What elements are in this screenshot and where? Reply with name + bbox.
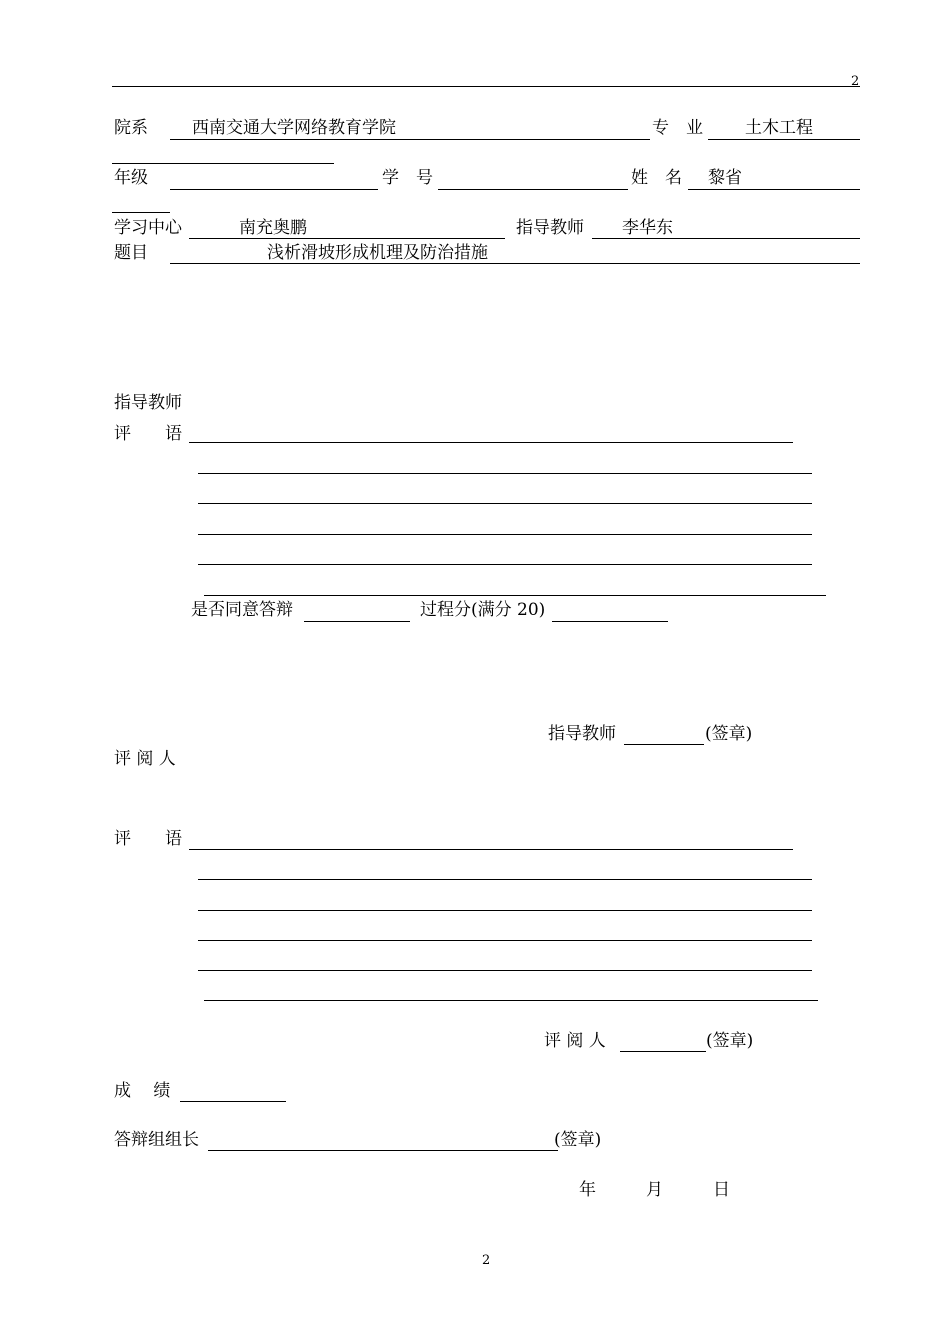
footer-page-number: 2 bbox=[482, 1253, 491, 1268]
header-rule bbox=[112, 86, 860, 87]
reviewer-comment-line-4 bbox=[198, 940, 812, 941]
major-underline bbox=[708, 139, 860, 140]
advisor-sign-label: 指导教师 bbox=[548, 724, 616, 744]
major-label: 专 业 bbox=[652, 118, 703, 138]
reviewer-sign-underline bbox=[620, 1051, 706, 1052]
center-value: 南充奥鹏 bbox=[239, 218, 307, 238]
dept-underline bbox=[170, 139, 650, 140]
advisor-comment-line-3 bbox=[198, 503, 812, 504]
advisor-sign-suffix: (签章) bbox=[705, 724, 753, 744]
chair-sign-underline bbox=[208, 1150, 558, 1151]
reviewer-comment-line-5 bbox=[198, 970, 812, 971]
process-score-label: 过程分(满分 20) bbox=[420, 600, 546, 620]
advisor-comment-line-6 bbox=[204, 595, 826, 596]
defense-underline bbox=[304, 621, 410, 622]
advisor-comment-label: 评 语 bbox=[114, 424, 182, 444]
reviewer-comment-line-6 bbox=[204, 1000, 818, 1001]
center-label: 学习中心 bbox=[114, 218, 182, 238]
name-label: 姓 名 bbox=[631, 168, 682, 188]
reviewer-comment-line-1 bbox=[189, 849, 793, 850]
advisor-label: 指导教师 bbox=[516, 218, 584, 238]
student-no-underline bbox=[438, 189, 628, 190]
chair-label: 答辩组组长 bbox=[114, 1130, 199, 1150]
reviewer-comment-label: 评 语 bbox=[114, 829, 182, 849]
advisor-comment-line-4 bbox=[198, 534, 812, 535]
name-value: 黎省 bbox=[708, 168, 742, 188]
date-year: 年 bbox=[579, 1180, 596, 1200]
advisor-section-title: 指导教师 bbox=[114, 393, 182, 413]
reviewer-sign-suffix: (签章) bbox=[706, 1031, 754, 1051]
name-underline-continued bbox=[112, 212, 170, 213]
chair-sign-suffix: (签章) bbox=[554, 1130, 602, 1150]
topic-value: 浅析滑坡形成机理及防治措施 bbox=[267, 243, 488, 263]
date-day: 日 bbox=[713, 1180, 730, 1200]
advisor-sign-underline bbox=[624, 744, 704, 745]
grade-level-label: 年级 bbox=[114, 168, 148, 188]
final-grade-underline bbox=[180, 1101, 286, 1102]
date-month: 月 bbox=[646, 1180, 663, 1200]
center-underline bbox=[189, 238, 505, 239]
major-value: 土木工程 bbox=[745, 118, 813, 138]
major-underline-continued bbox=[112, 163, 334, 164]
defense-label: 是否同意答辩 bbox=[191, 600, 293, 620]
topic-underline bbox=[170, 263, 860, 264]
dept-value: 西南交通大学网络教育学院 bbox=[192, 118, 396, 138]
advisor-comment-line-1 bbox=[189, 442, 793, 443]
dept-label: 院系 bbox=[114, 118, 148, 138]
student-no-label: 学 号 bbox=[382, 168, 433, 188]
process-score-underline bbox=[552, 621, 668, 622]
reviewer-comment-line-3 bbox=[198, 910, 812, 911]
reviewer-section-title: 评 阅 人 bbox=[114, 749, 176, 769]
advisor-underline bbox=[592, 238, 860, 239]
advisor-value: 李华东 bbox=[622, 218, 673, 238]
reviewer-sign-label: 评 阅 人 bbox=[544, 1031, 606, 1051]
grade-level-underline bbox=[170, 189, 378, 190]
reviewer-comment-line-2 bbox=[198, 879, 812, 880]
header-page-number: 2 bbox=[851, 74, 860, 89]
final-grade-label: 成 绩 bbox=[114, 1081, 171, 1101]
advisor-comment-line-2 bbox=[198, 473, 812, 474]
topic-label: 题目 bbox=[114, 243, 148, 263]
name-underline bbox=[688, 189, 860, 190]
advisor-comment-line-5 bbox=[198, 564, 812, 565]
